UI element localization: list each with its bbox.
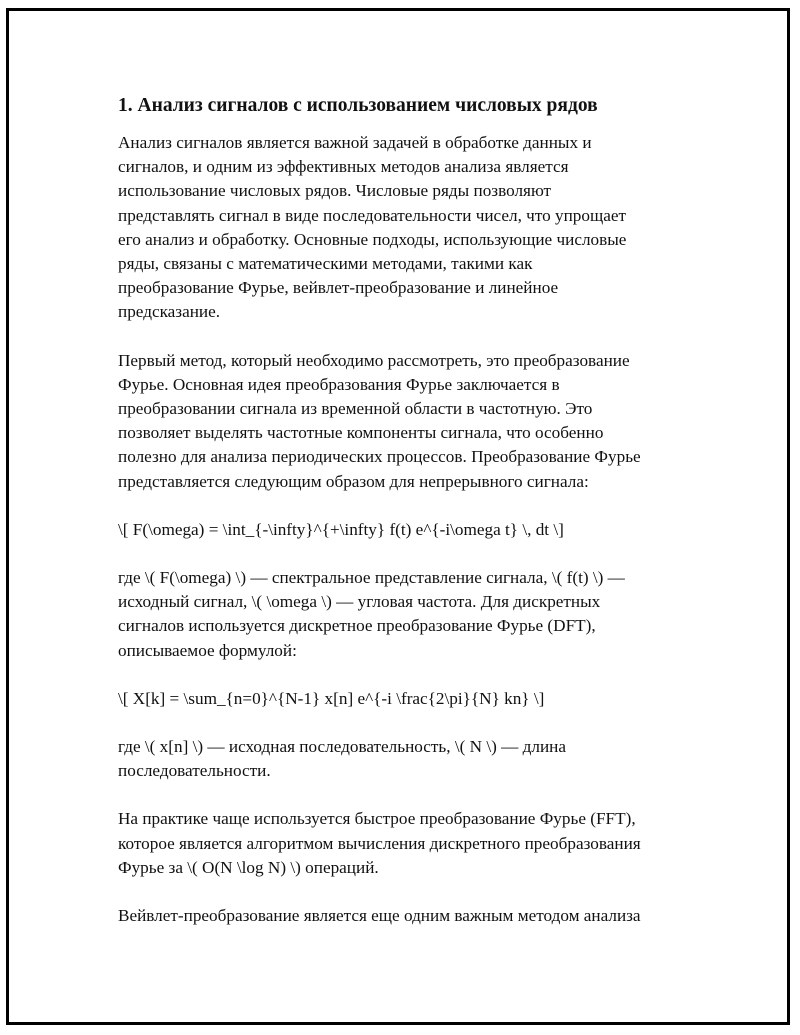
text-line: его анализ и обработку. Основные подходы, использующие числовые	[118, 229, 627, 249]
text-line: последовательности.	[118, 761, 271, 781]
text-line: использование числовых рядов. Числовые ряды позволяют	[118, 181, 552, 201]
text-line: ряды, связаны с математическими методами, такими как	[118, 254, 533, 274]
text-line: где \( F(\omega) \) — спектральное представление сигнала, \( f(t) \) —	[118, 568, 625, 588]
formula-dft	[118, 687, 693, 711]
formula-line: \[ F(\omega) = \int_{-\infty}^{+\infty} f(t) e^{-i\omega t} \, dt \]	[118, 519, 564, 539]
paragraph-fourier	[118, 349, 693, 494]
text-line: Первый метод, который необходимо рассмотреть, это преобразование	[118, 350, 630, 370]
paragraph-fft	[118, 807, 693, 880]
text-line: где \( x[n] \) — исходная последовательность, \( N \) — длина	[118, 737, 566, 757]
paragraph-dft-explanation	[118, 735, 693, 783]
document-body	[118, 92, 693, 952]
text-line: Вейвлет-преобразование является еще одним важным методом анализа	[118, 906, 641, 926]
paragraph-intro	[118, 131, 693, 325]
formula-continuous-fourier	[118, 518, 693, 542]
text-line: Фурье за \( O(N \log N) \) операций.	[118, 857, 379, 877]
formula-line: \[ X[k] = \sum_{n=0}^{N-1} x[n] e^{-i \frac{2\pi}{N} kn} \]	[118, 688, 545, 708]
text-line: преобразовании сигнала из временной области в частотную. Это	[118, 399, 593, 419]
text-line: сигналов используется дискретное преобразование Фурье (DFT),	[118, 616, 596, 636]
section-title: 1. Анализ сигналов с использованием числовых рядов	[118, 95, 598, 116]
text-line: Анализ сигналов является важной задачей в обработке данных и	[118, 133, 592, 152]
text-line: На практике чаще используется быстрое преобразование Фурье (FFT),	[118, 809, 636, 829]
text-line: предсказание.	[118, 302, 221, 322]
text-line: которое является алгоритмом вычисления дискретного преобразования	[118, 833, 641, 853]
text-line: представлять сигнал в виде последовательности чисел, что упрощает	[118, 205, 626, 225]
text-line: позволяет выделять частотные компоненты сигнала, что особенно	[118, 423, 604, 443]
text-line: сигналов, и одним из эффективных методов анализа является	[118, 157, 569, 177]
text-line: описываемое формулой:	[118, 640, 297, 660]
text-line: исходный сигнал, \( \omega \) — угловая частота. Для дискретных	[118, 592, 601, 612]
text-line: преобразование Фурье, вейвлет-преобразование и линейное	[118, 278, 559, 298]
paragraph-wavelet	[118, 904, 693, 928]
text-line: Фурье. Основная идея преобразования Фурье заключается в	[118, 374, 560, 394]
text-line: представляется следующим образом для непрерывного сигнала:	[118, 471, 589, 491]
text-line: полезно для анализа периодических процессов. Преобразование Фурье	[118, 447, 641, 467]
paragraph-formula-explanation	[118, 566, 693, 663]
